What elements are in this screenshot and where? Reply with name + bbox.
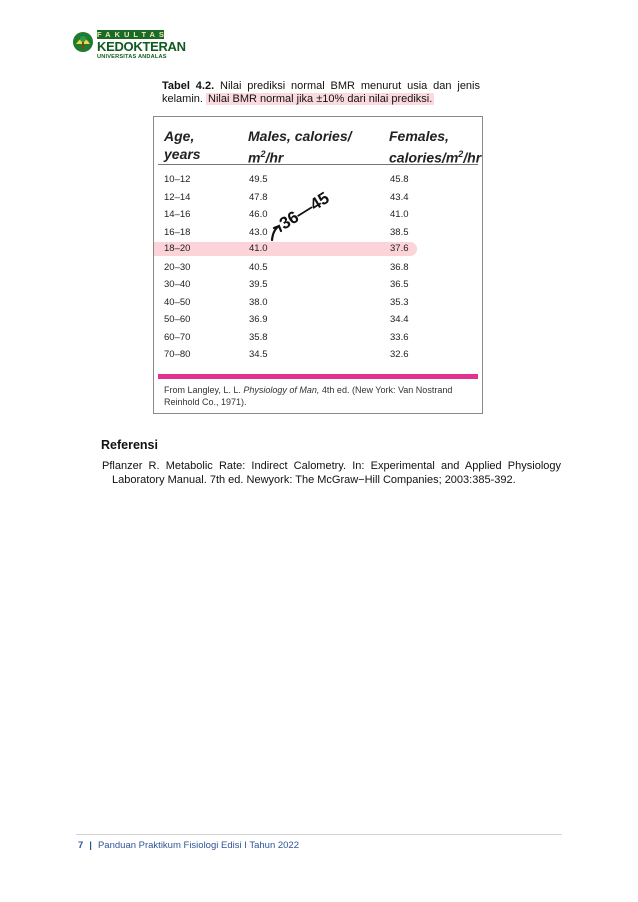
faculty-logo: [72, 30, 186, 64]
table-row: 20–30 40.5 36.8: [164, 261, 409, 273]
table-row: 12–14 47.8 43.4: [164, 191, 409, 203]
caption-highlight: Nilai BMR normal jika ±10% dari nilai prediksi.: [208, 93, 433, 105]
page-footer: [78, 840, 299, 851]
header-males: Males, calories/ $m^2/hr$: [248, 128, 352, 166]
logo-university-text: UNIVERSITAS ANDALAS: [97, 54, 167, 60]
table-accent-bar: [158, 374, 478, 379]
table-row: 30–40 39.5 36.5: [164, 279, 409, 290]
header-females: Females, calories/$m^2/hr$: [389, 128, 482, 166]
footer-divider: [76, 834, 562, 835]
bmr-table: [153, 116, 483, 414]
table-row: 10–12 49.5 45.8: [164, 174, 409, 185]
reference-entry: Pflanzer R. Metabolic Rate: Indirect Calometry. In: Experimental and Applied Physiology Laboratory Manual. 7th ed. Newyork: The McGraw−Hill Companies; 2003:385-392.: [102, 460, 561, 486]
footer-title: Panduan Praktikum Fisiologi Edisi I Tahun 2022: [97, 840, 299, 851]
header-divider: [158, 164, 478, 165]
table-row: 16–18 43.0 38.5: [164, 226, 409, 238]
table-source: From Langley, L. L. Physiology of Man, 4th ed. (New York: Van Nostrand Reinhold Co., 1971).: [164, 385, 453, 407]
page-number: 7: [78, 840, 84, 851]
references-title: Referensi: [101, 438, 158, 452]
logo-department-text: KEDOKTERAN: [97, 39, 186, 54]
svg-text:36—45: 36—45: [276, 188, 333, 234]
header-age: Age, years: [164, 128, 201, 162]
handwritten-annotation: [270, 186, 360, 256]
table-row-highlighted: 18–20 41.0 37.6: [164, 243, 409, 254]
table-row: 50–60 36.9 34.4: [164, 314, 409, 325]
logo-faculty-text: FAKULTAS: [97, 30, 168, 39]
footer-separator: |: [89, 840, 92, 851]
caption-label: Tabel 4.2.: [162, 80, 215, 92]
table-row: 60–70 35.8 33.6: [164, 331, 409, 343]
table-row: 14–16 46.0 41.0: [164, 209, 409, 220]
caption-text: Nilai prediksi normal BMR menurut usia dan jenis kelamin.: [162, 80, 480, 105]
faculty-emblem-icon: [72, 31, 94, 53]
table-caption: [162, 80, 480, 106]
table-row: 40–50 38.0 35.3: [164, 296, 409, 308]
table-row: 70–80 34.5 32.6: [164, 349, 409, 360]
